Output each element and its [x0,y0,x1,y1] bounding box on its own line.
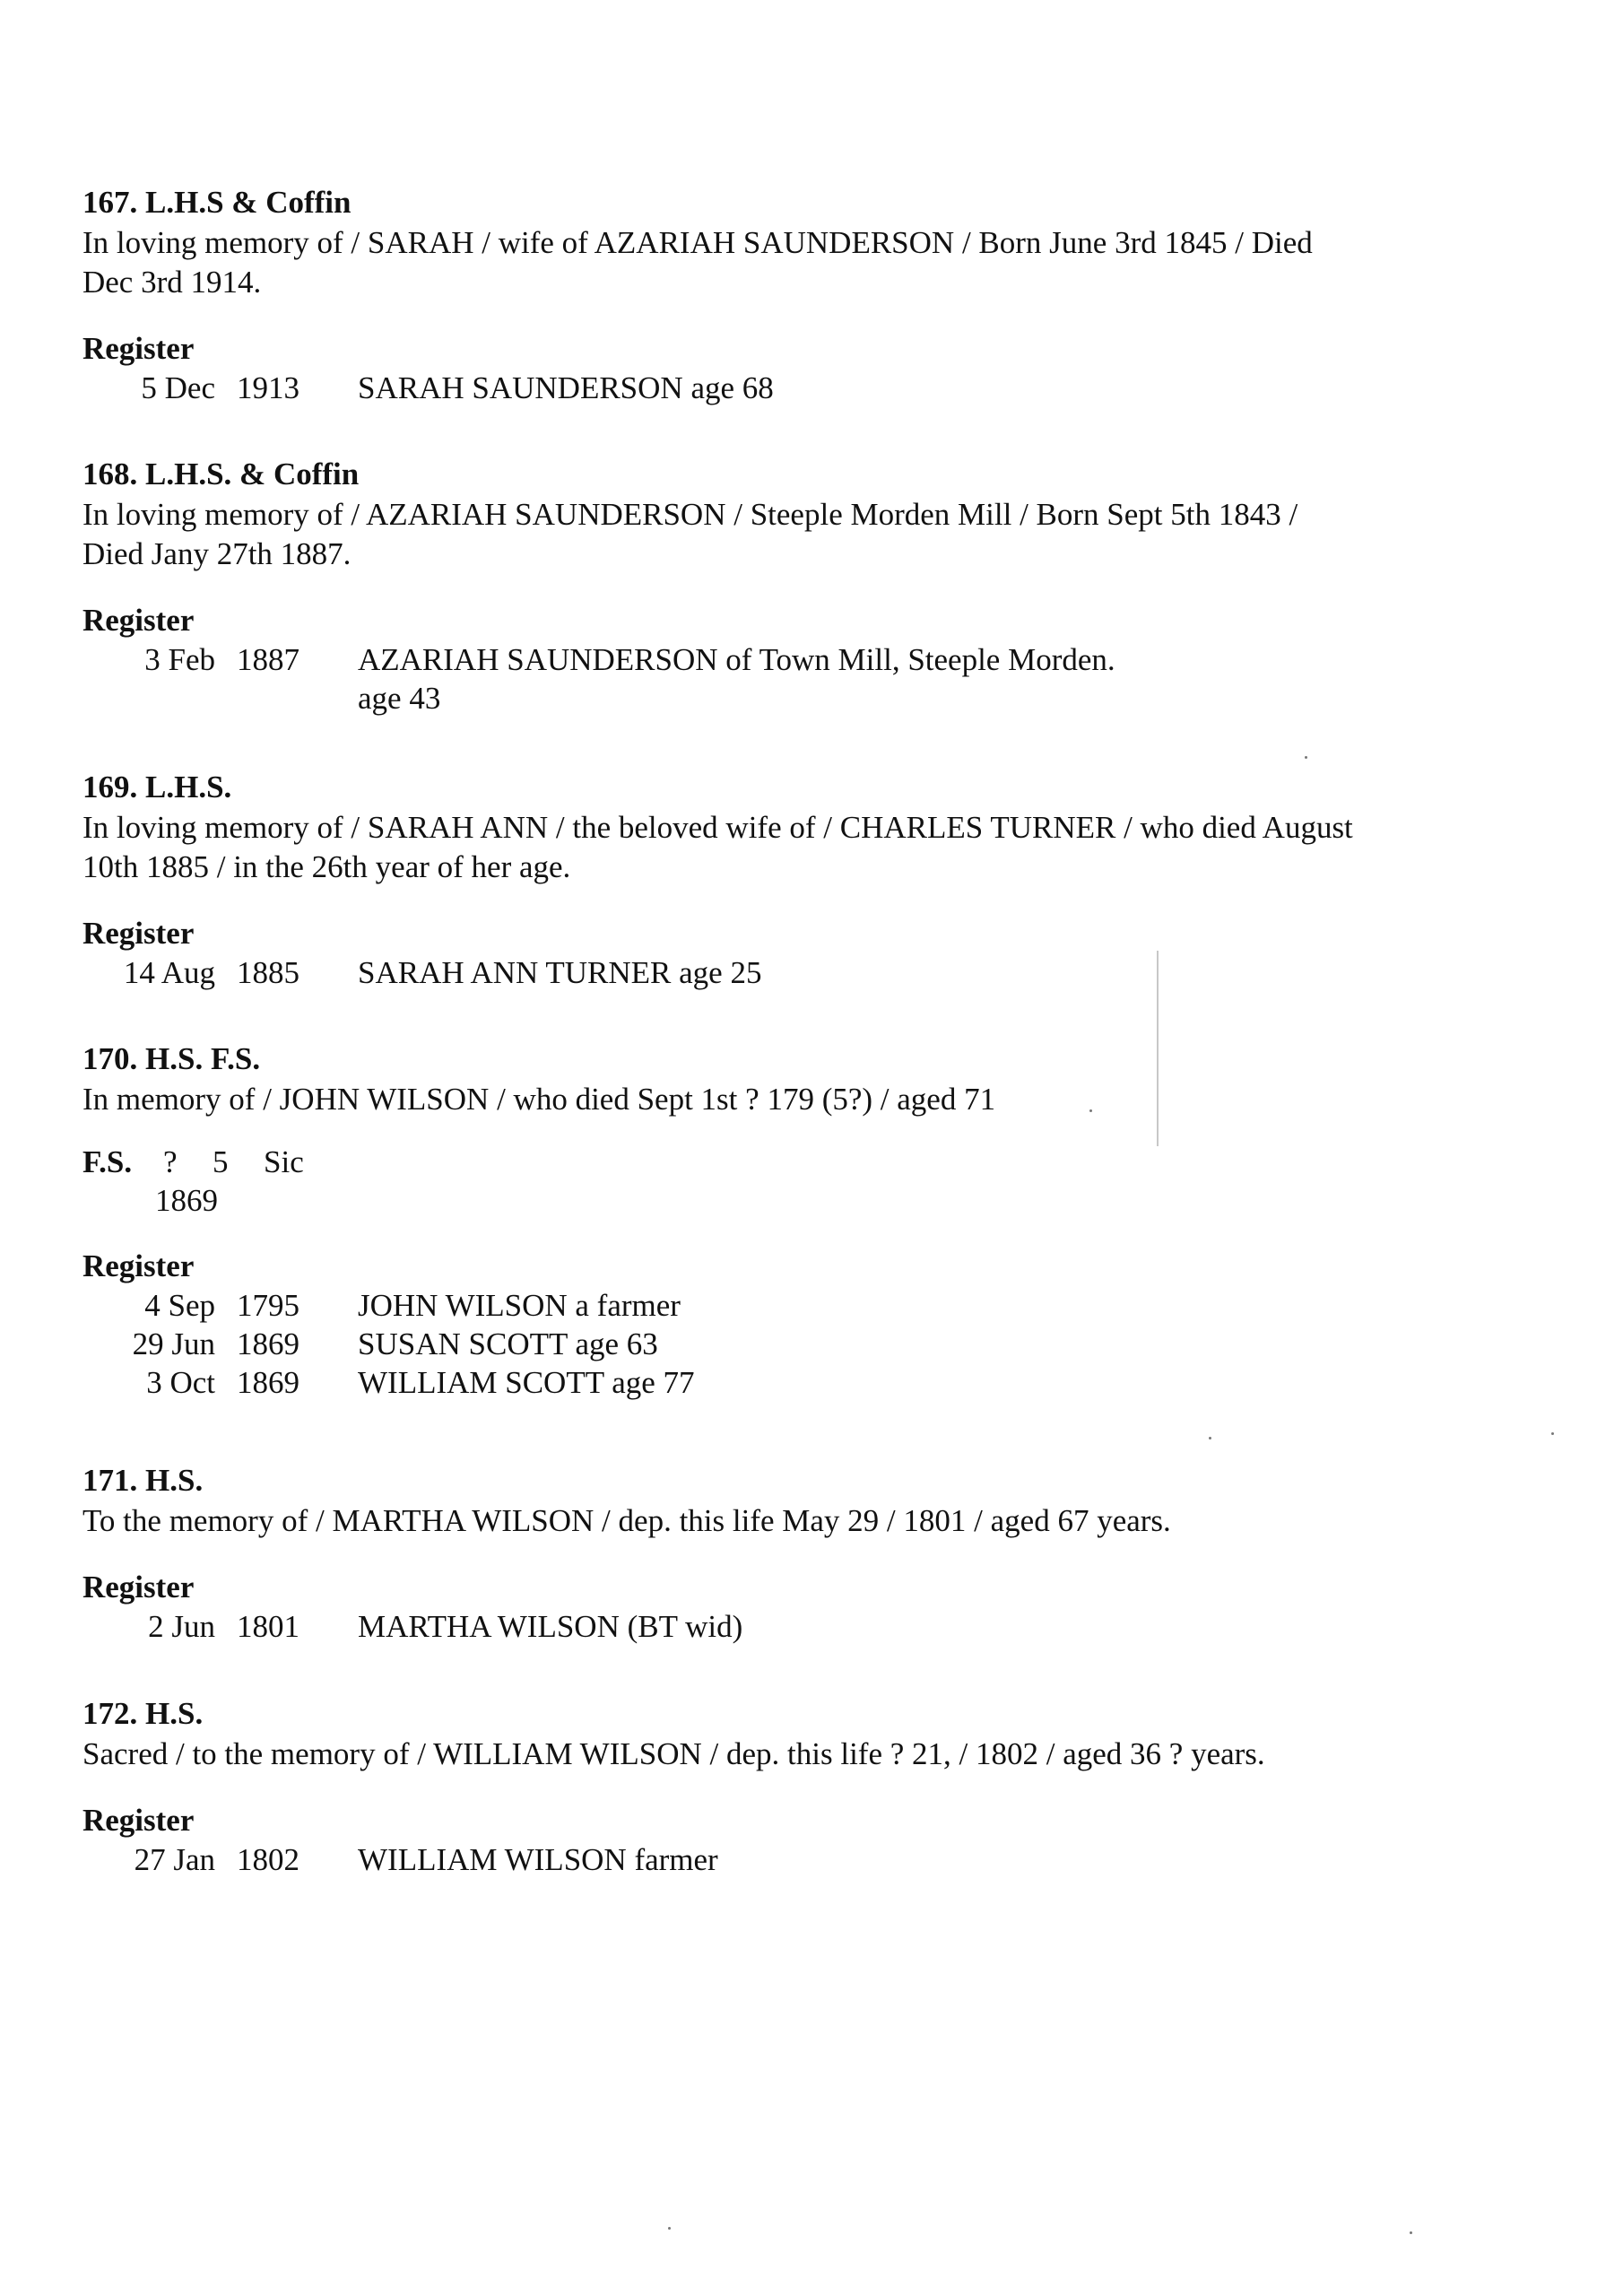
scan-speck [1410,2231,1412,2234]
register-date: 5 Dec [141,370,215,405]
register-row [82,953,1356,992]
register-name: SARAH ANN TURNER age 25 [358,955,762,990]
footstone-label: F.S. [82,1144,133,1179]
entry-heading: 167. L.H.S & Coffin [82,185,352,220]
register-name: SARAH SAUNDERSON age 68 [358,370,774,405]
register-row [82,1286,1356,1325]
register-label: Register [82,1248,195,1283]
scan-speck [1209,1437,1211,1439]
register-date: 3 Feb [144,642,215,677]
register-name: JOHN WILSON a farmer [358,1288,681,1323]
register-row [82,1363,1356,1402]
entry-inscription: In memory of / JOHN WILSON / who died Sept 1st ? 179 (5?) / aged 71 [82,1082,996,1117]
register-label: Register [82,603,195,638]
entry-inscription: To the memory of / MARTHA WILSON / dep. this life May 29 / 1801 / aged 67 years. [82,1503,1171,1538]
register-date: 29 Jun [132,1326,215,1361]
entry-170 [82,1040,1356,1402]
register-year: 1869 [237,1365,299,1400]
footstone-number: 5 [213,1144,229,1179]
register-name: WILLIAM SCOTT age 77 [358,1365,695,1400]
register-row [82,1607,1356,1646]
register-row [82,1840,1356,1879]
register-year: 1913 [237,370,299,405]
register-name: age 43 [358,681,441,716]
entry-169 [82,769,1356,992]
register-label: Register [82,1803,195,1838]
register-label: Register [82,916,195,951]
register-name: SUSAN SCOTT age 63 [358,1326,658,1361]
entry-167 [82,184,1356,407]
scan-speck [1551,1432,1554,1435]
register-row [82,679,1356,718]
entry-171 [82,1462,1356,1646]
entry-heading: 168. L.H.S. & Coffin [82,457,360,491]
entry-heading: 169. L.H.S. [82,770,232,804]
register-row [82,640,1356,679]
register-row [82,1325,1356,1363]
entry-inscription: In loving memory of / SARAH ANN / the beloved wife of / CHARLES TURNER / who died August 10th 1885 / in the 26th year of her age. [82,810,1353,884]
entry-heading: 172. H.S. [82,1696,204,1731]
entry-heading: 171. H.S. [82,1463,204,1498]
register-date: 14 Aug [123,955,215,990]
register-row [82,369,1356,407]
entry-heading: 170. H.S. F.S. [82,1041,261,1076]
scan-speck [668,2227,671,2230]
entry-inscription: Sacred / to the memory of / WILLIAM WILSON / dep. this life ? 21, / 1802 / aged 36 ? years. [82,1736,1265,1771]
register-label: Register [82,1570,195,1605]
entry-inscription: In loving memory of / AZARIAH SAUNDERSON / Steeple Morden Mill / Born Sept 5th 1843 / Died Jany 27th 1887. [82,497,1298,571]
register-year: 1795 [237,1288,299,1323]
scan-speck [1305,756,1307,759]
footstone-note [82,1143,1356,1181]
register-date: 3 Oct [146,1365,215,1400]
entry-168 [82,456,1356,718]
register-date: 2 Jun [148,1609,215,1644]
register-year: 1887 [237,642,299,677]
register-year: 1869 [237,1326,299,1361]
footstone-year: 1869 [155,1183,218,1218]
scan-speck [1089,1109,1092,1112]
footstone-sic: Sic [264,1144,304,1179]
scan-margin-line [1157,951,1159,1146]
register-label: Register [82,331,195,366]
entry-172 [82,1695,1356,1879]
register-date: 4 Sep [144,1288,215,1323]
register-name: WILLIAM WILSON farmer [358,1842,718,1877]
register-year: 1801 [237,1609,299,1644]
register-date: 27 Jan [134,1842,215,1877]
register-name: MARTHA WILSON (BT wid) [358,1609,743,1644]
entry-inscription: In loving memory of / SARAH / wife of AZARIAH SAUNDERSON / Born June 3rd 1845 / Died Dec 3rd 1914. [82,225,1313,300]
register-name: AZARIAH SAUNDERSON of Town Mill, Steeple Morden. [358,642,1115,677]
footstone-query: ? [163,1144,178,1179]
register-year: 1885 [237,955,299,990]
register-year: 1802 [237,1842,299,1877]
